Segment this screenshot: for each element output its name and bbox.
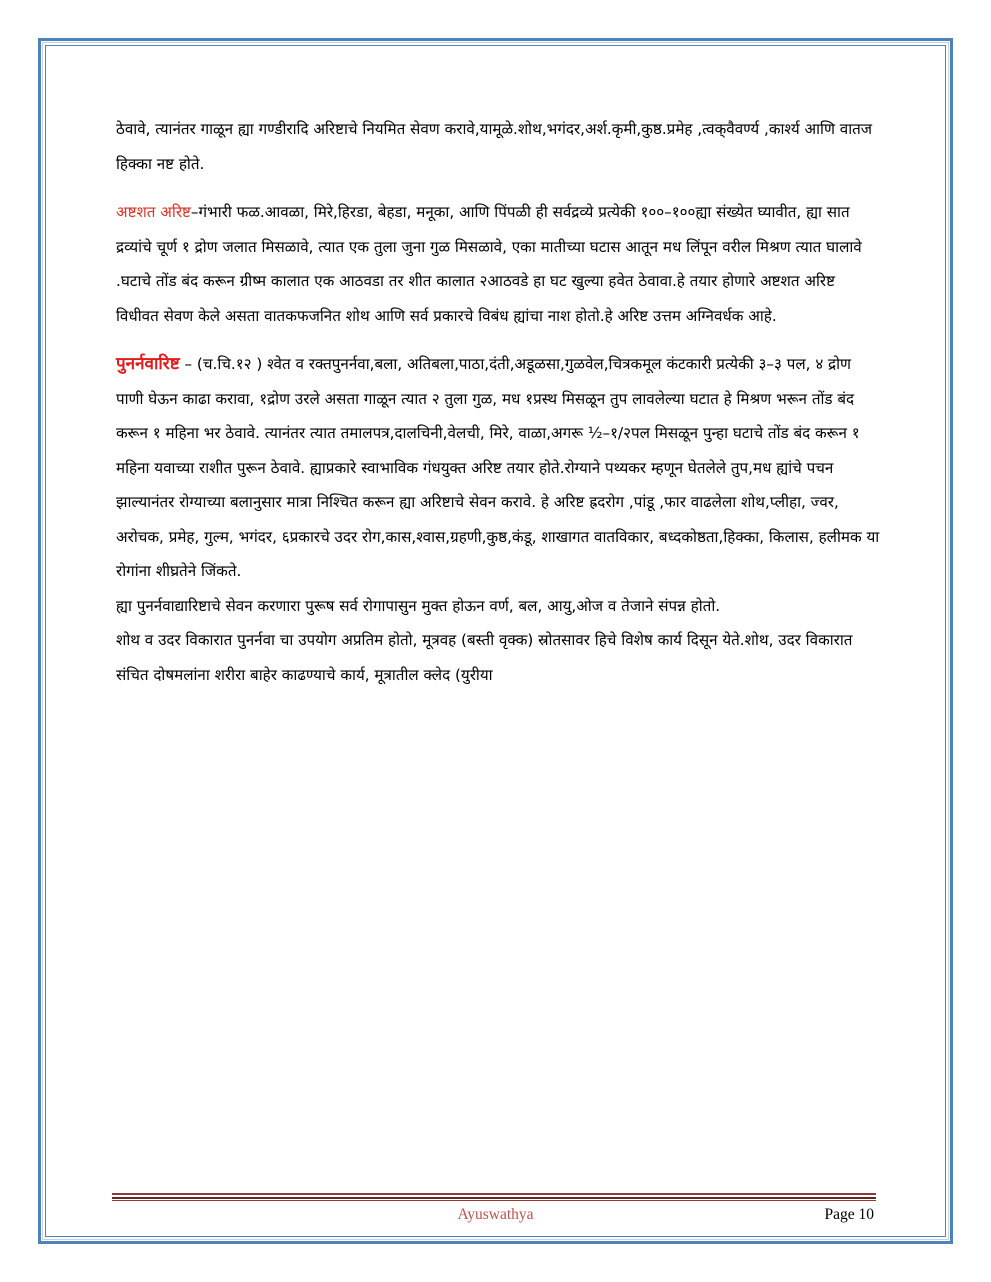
paragraph-punarnava-use	[116, 623, 882, 692]
paragraph-text: ह्या पुनर्नवाद्यारिष्टाचे सेवन करणारा पुरूष सर्व रोगापासुन मुक्त होऊन वर्ण, बल, आयु,ओज व तेजाने संपन्न होतो.	[116, 596, 721, 615]
paragraph-ashtashat-arishta	[116, 195, 882, 333]
section-heading-punarnavarishta: पुनर्नवारिष्ट	[116, 354, 180, 374]
paragraph-continuation	[116, 112, 882, 181]
paragraph-benefits	[116, 589, 882, 624]
section-heading-ashtashat-arishta: अष्टशत अरिष्ट	[116, 203, 191, 221]
page-number: Page 10	[824, 1206, 874, 1223]
footer-divider	[112, 1193, 876, 1202]
paragraph-text: ठेवावे, त्यानंतर गाळून ह्या गण्डीरादि अरिष्टाचे नियमित सेवण करावे,यामूळे.शोथ,भगंदर,अर्श.कृमी,कुष्ठ.प्रमेह ,त्वक्‌वैवर्ण्य ,कार्श्य आणि वातज हिक्का नष्ट होते.	[116, 120, 873, 173]
footer-title: Ayuswathya	[457, 1206, 534, 1223]
paragraph-text: –गंभारी फळ.आवळा, मिरे,हिरडा, बेहडा, मनूका, आणि पिंपळी ही सर्वद्रव्ये प्रत्येकी १००–१००ह्या संख्येत घ्यावीत, ह्या सात द्रव्यांचे चूर्ण १ द्रोण जलात मिसळावे, त्यात एक तुला जुना गुळ मिसळावे, एका मातीच्या घटास आतून मध लिंपून वरील मिश्रण त्यात घालावे .घटाचे तोंड बंद करून ग्रीष्म कालात एक आठवडा तर शीत कालात २आठवडे हा घट खुल्या हवेत ठेवावा.हे तयार होणारे अष्टशत अरिष्ट विधीवत सेवण केले असता वातकफजनित शोथ आणि सर्व प्रकारचे विबंध ह्यांचा नाश होतो.हे अरिष्ट उत्तम अग्निवर्धक आहे.	[116, 203, 862, 325]
page-body	[116, 112, 882, 692]
paragraph-text: – (च.चि.१२ ) श्वेत व रक्तपुनर्नवा,बला, अतिबला,पाठा,दंती,अडूळसा,गुळवेल,चित्रकमूल कंटकारी प्रत्येकी ३–३ पल, ४ द्रोण पाणी घेऊन काढा करावा, १द्रोण उरले असता गाळून त्यात २ तुला गुळ, मध १प्रस्थ मिसळून तुप लावलेल्या घटात हे मिश्रण भरून तोंड बंद करून १ महिना भर ठेवावे. त्यानंतर त्यात तमालपत्र,दालचिनी,वेलची, मिरे, वाळा,अगरू ½–१/२पल मिसळून पुन्हा घटाचे तोंड बंद करून १ महिना यवाच्या राशीत पुरून ठेवावे. ह्याप्रकारे स्वाभाविक गंधयुक्त अरिष्ट तयार होते.रोग्याने पथ्यकर म्हणून घेतलेले तुप,मध ह्यांचे पचन झाल्यानंतर रोग्याच्या बलानुसार मात्रा निश्चित करून ह्या अरिष्टाचे सेवन करावे. हे अरिष्ट ह्रदरोग ,पांडू ,फार वाढलेला शोथ,प्लीहा, ज्वर, अरोचक, प्रमेह, गुल्म, भगंदर, ६प्रकारचे उदर रोग,कास,श्वास,ग्रहणी,कुष्ठ,कंडू, शाखागत वातविकार, बध्दकोष्ठता,हिक्का, किलास, हलीमक या रोगांना शीघ्रतेने जिंकते.	[116, 355, 880, 580]
paragraph-punarnavarishta	[116, 347, 882, 589]
paragraph-text: शोथ व उदर विकारात पुनर्नवा चा उपयोग अप्रतिम होतो, मूत्रवह (बस्ती वृक्क) स्रोतसावर हिचे विशेष कार्य दिसून येते.शोथ, उदर विकारात संचित दोषमलांना शरीरा बाहेर काढण्याचे कार्य, मूत्रातील क्लेद (युरीया	[116, 631, 853, 684]
